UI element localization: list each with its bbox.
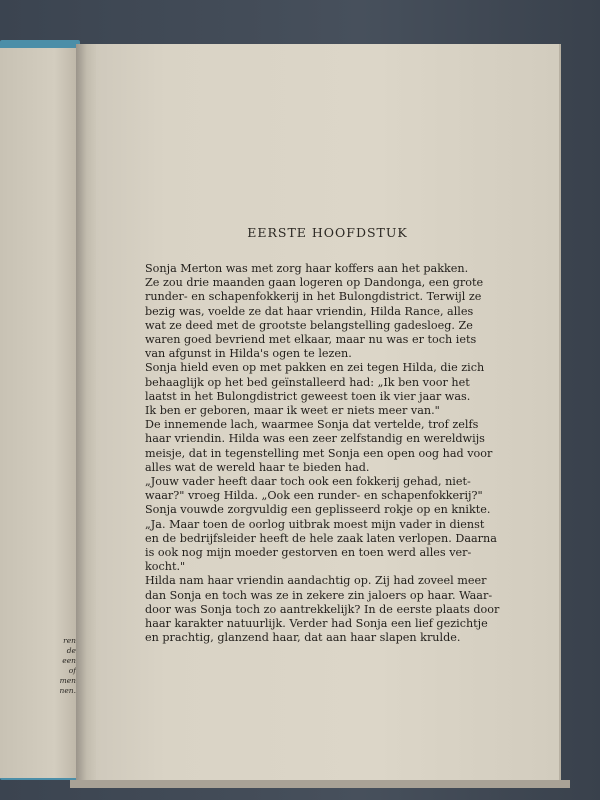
text-line: en prachtig, glanzend haar, dat aan haar slapen krulde. [145, 631, 461, 645]
text-line: haar karakter natuurlijk. Verder had Sonja een lief gezichtje [145, 617, 488, 631]
fragment-line: een [62, 656, 76, 665]
text-line: bezig was, voelde ze dat haar vriendin, Hilda Rance, alles [145, 304, 474, 318]
text-line: De innemende lach, waarmee Sonja dat vertelde, trof zelfs [145, 418, 479, 432]
text-line: kocht." [145, 560, 186, 574]
text-line: Hilda nam haar vriendin aandachtig op. Zij had zoveel meer [145, 574, 487, 588]
fragment-line: men [59, 676, 76, 685]
text-line: „Ja. Maar toen de oorlog uitbrak moest mijn vader in dienst [145, 517, 485, 531]
text-line: Ze zou drie maanden gaan logeren op Dandonga, een grote [145, 276, 484, 290]
text-line: alles wat de wereld haar te bieden had. [145, 460, 370, 474]
text-line: door was Sonja toch zo aantrekkelijk? In de eerste plaats door [145, 602, 500, 616]
text-line: wat ze deed met de grootste belangstelling gadesloeg. Ze [145, 318, 473, 332]
left-page-text-fragment [0, 636, 76, 696]
body-text [145, 262, 515, 645]
text-line: behaaglijk op het bed geïnstalleerd had: „Ik ben voor het [145, 375, 470, 389]
text-line: „Jouw vader heeft daar toch ook een fokkerij gehad, niet- [145, 475, 471, 489]
text-line: waren goed bevriend met elkaar, maar nu was er toch iets [145, 333, 477, 347]
text-line: en de bedrijfsleider heeft de hele zaak laten verlopen. Daarna [145, 531, 497, 545]
page-bottom-edge [70, 780, 570, 788]
text-line: laatst in het Bulongdistrict geweest toen ik vier jaar was. [145, 389, 471, 403]
fragment-line: de [66, 646, 76, 655]
left-page [0, 48, 78, 778]
fragment-line: nen. [59, 686, 76, 695]
fragment-line: of [68, 666, 76, 675]
fragment-line: ren [63, 636, 76, 645]
text-line: van afgunst in Hilda's ogen te lezen. [145, 347, 352, 361]
text-line: waar?" vroeg Hilda. „Ook een runder- en schapenfokkerij?" [145, 489, 483, 503]
text-line: haar vriendin. Hilda was een zeer zelfstandig en wereldwijs [145, 432, 485, 446]
text-line: Ik ben er geboren, maar ik weet er niets meer van." [145, 404, 440, 418]
text-line: runder- en schapenfokkerij in het Bulongdistrict. Terwijl ze [145, 290, 482, 304]
text-line: dan Sonja en toch was ze in zekere zin jaloers op haar. Waar- [145, 588, 493, 602]
text-line: Sonja hield even op met pakken en zei tegen Hilda, die zich [145, 361, 485, 375]
text-line: Sonja Merton was met zorg haar koffers aan het pakken. [145, 262, 469, 275]
text-line: Sonja vouwde zorgvuldig een geplisseerd rokje op en knikte. [145, 503, 491, 517]
chapter-title: EERSTE HOOFDSTUK [247, 225, 408, 240]
text-line: meisje, dat in tegenstelling met Sonja een open oog had voor [145, 446, 493, 460]
text-line: is ook nog mijn moeder gestorven en toen werd alles ver- [145, 546, 472, 560]
